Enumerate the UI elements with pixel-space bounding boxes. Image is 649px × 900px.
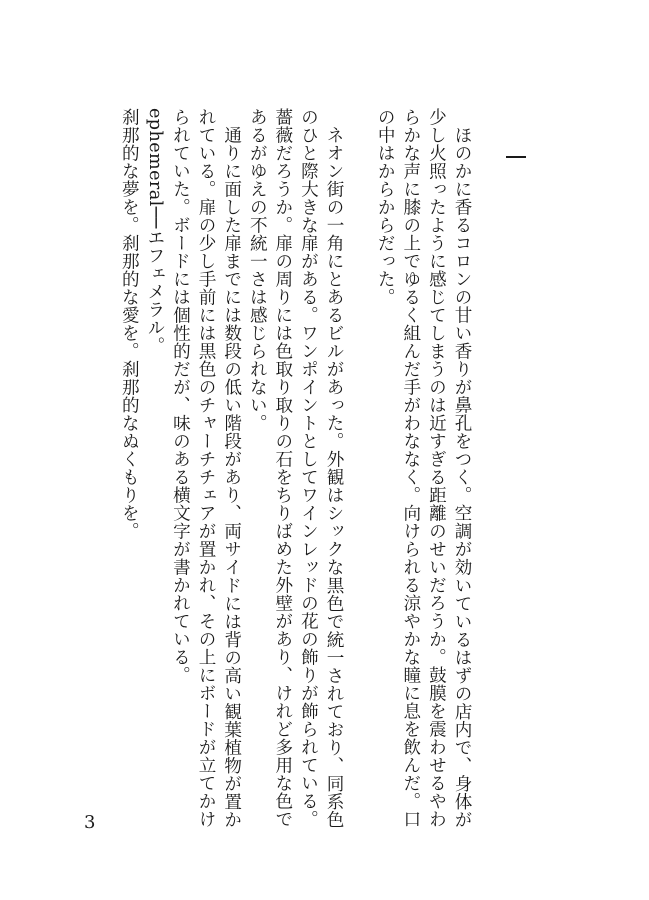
body-text: [116, 108, 474, 828]
paragraph-4: ephemeral──エフェメラル。: [144, 108, 165, 355]
paragraph-3: 通りに面した扉までには数段の低い階段があり、両サイドには背の高い観葉植物が置かれている。扉の少し手前には黒色のチャーチチェアが置かれ、その上にボードが立てかけられていた。ボードには個性的だが、味のある横文字が書かれている。: [170, 108, 242, 828]
page-number: 3: [84, 812, 96, 833]
paragraph-1: ほのかに香るコロンの甘い香りが鼻孔をつく。空調が効いているはずの店内で、身体が少し火照ったように感じてしまうのは近すぎる距離のせいだろうか。鼓膜を震わせるやわらかな声に膝の上でゆるく組んだ手がわななく。向けられる涼やかな瞳に息を飲んだ。口の中はからからだった。: [375, 108, 472, 828]
chapter-number-text: [506, 156, 526, 158]
paragraph-5: 刹那的な夢を。刹那的な愛を。刹那的なぬくもりを。: [119, 108, 140, 540]
chapter-number: [506, 150, 530, 164]
paragraph-spacer: [346, 108, 372, 828]
paragraph-2: ネオン街の一角にとあるビルがあった。外観はシックな黒色で統一されており、同系色のひと際大きな扉がある。ワンポイントとしてワインレッドの花の飾りが飾られている。薔薇だろうか。扉の周りには色取り取りの石をちりばめた外壁があり、けれど多用な色であるがゆえの不統一さは感じられない。: [247, 108, 345, 828]
